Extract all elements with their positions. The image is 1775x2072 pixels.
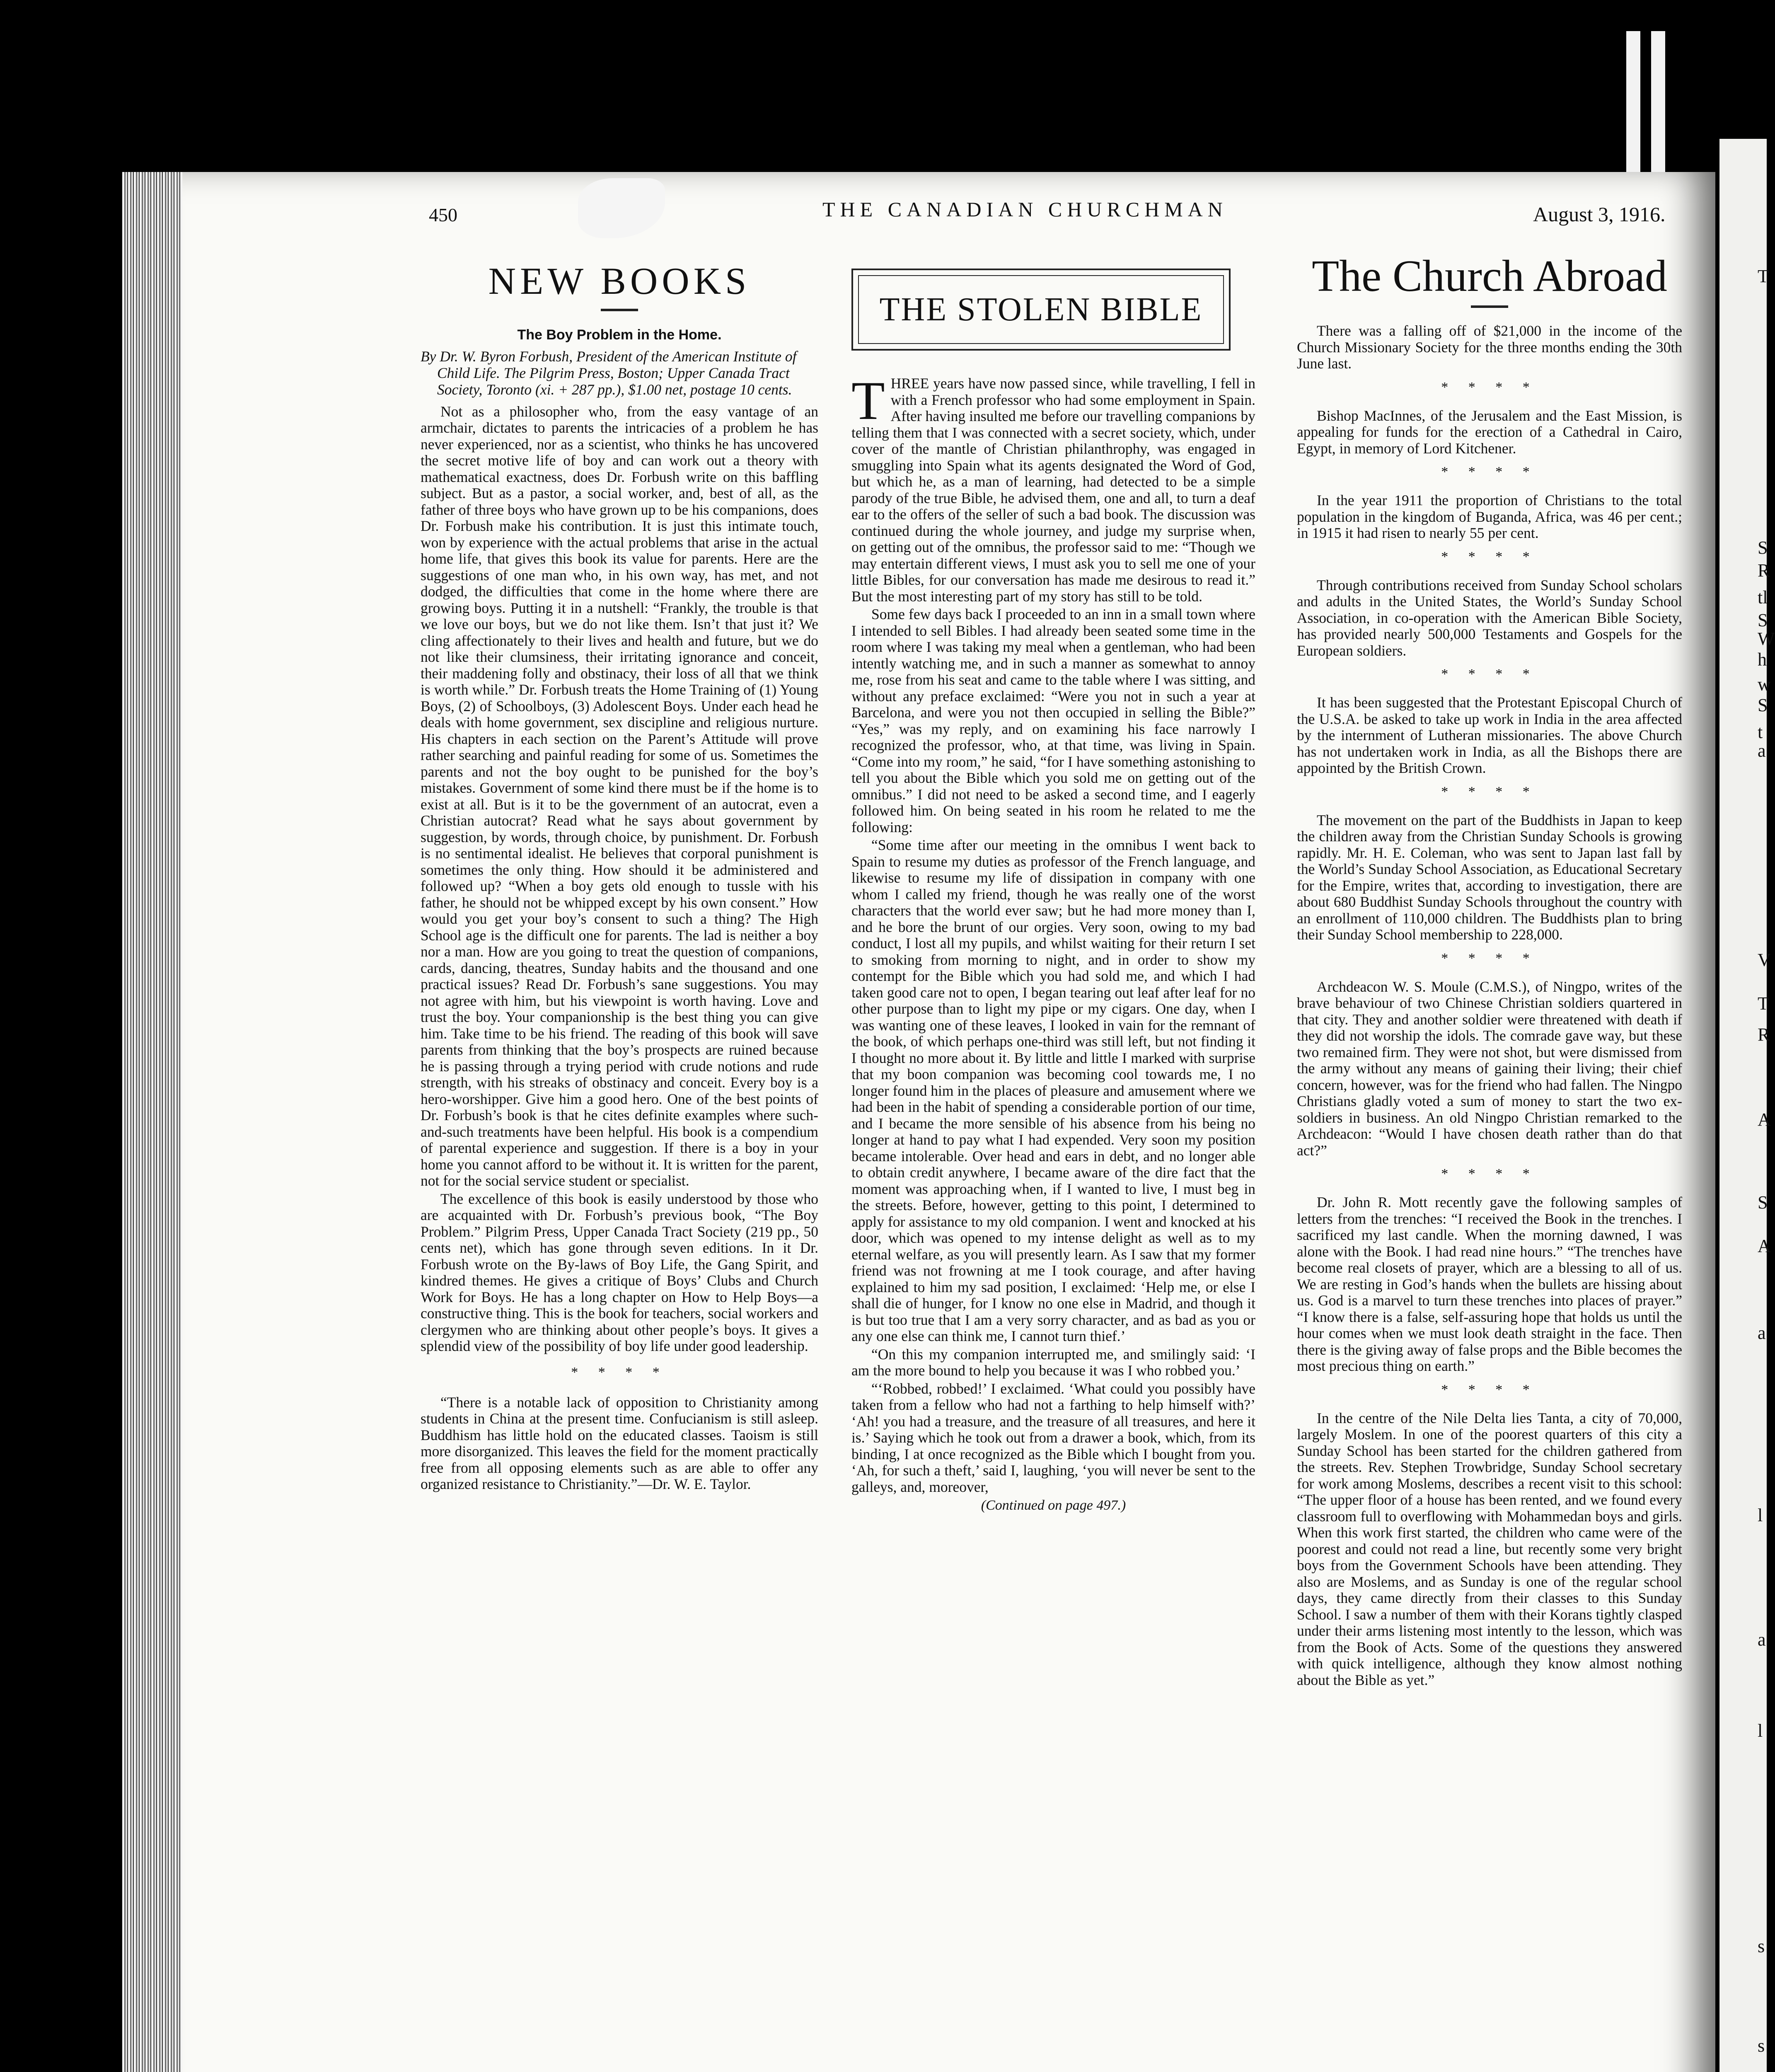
news-item: Bishop MacInnes, of the Jerusalem and the East Mission, is appealing for funds for the erection of a Cathedral in Cairo, Egypt, in memory of Lord Kitchener.	[1297, 407, 1682, 457]
section-divider: * * * *	[1441, 666, 1538, 682]
story-title-box	[851, 269, 1231, 351]
story-paragraph: “Some time after our meeting in the omnibus I went back to Spain to resume my duties as professor of the French language, and likewise to resume my life of dissipation in company with one whom I called my friend, though he was really one of the worst characters that the world ever saw; but he had more money than I, and he bore the brunt of our orgies. Very soon, owing to my bad conduct, I lost all my pupils, and whilst waiting for their return I set to smoking from morning to night, and in order to show my contempt for the Bible which you had sold me, and which I had taken good care not to open, I began tearing out leaf after leaf for no other purpose than to light my pipe or my cigars. One day, when I was wanting one of these leaves, I looked in vain for the remnant of the book, of which perhaps one-third was still left, but not finding it I thought no more about it. By little and little I marked with surprise that my boon companion was becoming cool towards me, I no longer found him in the places of pleasure and amusement where we had been in the habit of spending a considerable portion of our time, and I became the more sensible of his absence from his being no longer at hand to pay what I had expended. Very soon my position became intolerable. Over head and ears in debt, and no longer able to obtain credit anywhere, I became aware of the dire fact that the moment was approaching when, if I wanted to live, I must beg in the streets. Before, however, getting to this point, I determined to apply for assistance to my old companion. I went and knocked at his door, which was opened to my intense delight as well as to my eternal welfare, as you will presently learn. As I saw that my former friend was not frowning at me I took courage, and after having explained to him my sad position, I exclaimed: ‘Help me, or else I shall die of hunger, for I know no one else in Madrid, and though it is but too true that I am a very sorry character, and as bad as you or any one else can think me, I cannot turn thief.’	[851, 837, 1255, 1344]
news-item: It has been suggested that the Protestant Episcopal Church of the U.S.A. be asked to take up work in India in the area affected by the internment of Lutheran missionaries. The above Church has not undertaken work in India, as all the Bishops there are appointed by the British Crown.	[1297, 694, 1682, 777]
page-number: 450	[429, 204, 457, 225]
section-title: The Church Abroad	[1312, 252, 1667, 301]
next-page-letter-fragment: T	[1758, 993, 1769, 1014]
title-rule	[1471, 305, 1508, 308]
church-abroad-column	[1297, 253, 1682, 1690]
next-page-letter-fragment: l	[1758, 1505, 1763, 1525]
next-page-letter-fragment: s	[1758, 2036, 1765, 2056]
next-page-letter-fragment: R	[1758, 560, 1770, 581]
adjacent-page-fragment	[1719, 139, 1775, 2072]
section-divider: * * * *	[1441, 464, 1538, 480]
quotation-paragraph: “There is a notable lack of opposition to Christianity among students in China at the present time. Confucianism is still asleep. Buddhism has little hold on the educated classes. Taoism is still more disorganized. This leaves the field for the moment practically free from all opposing elements such as are able to offer any organized resistance to Christianity.”—Dr. W. E. Taylor.	[421, 1394, 818, 1493]
news-item: In the year 1911 the proportion of Christians to the total population in the kingdom of Buganda, Africa, was 46 per cent.; in 1915 it had risen to nearly 55 per cent.	[1297, 492, 1682, 542]
section-divider: * * * *	[1441, 379, 1538, 395]
news-item: The movement on the part of the Buddhists in Japan to keep the children away from the Christian Sunday Schools is growing rapidly. Mr. H. E. Coleman, who was sent to Japan last fall by the World’s Sunday School Association, as Educational Secretary for the Empire, writes that, according to investigation, there are about 680 Buddhist Sunday Schools throughout the country with an enrollment of 110,000 children. The Buddhists plan to bring their Sunday School membership to 228,000.	[1297, 811, 1682, 943]
continuation-note: (Continued on page 497.)	[981, 1498, 1126, 1513]
review-paragraph: Not as a philosopher who, from the easy vantage of an armchair, dictates to parents the intricacies of a problem he has never experienced, nor as a scientist, who thinks he has uncovered the secret motive life of boy and can work out a theory with mathematical exactness, does Dr. Forbush write on this baffling subject. But as a pastor, a social worker, and, best of all, as the father of three boys who have grown up to be his companions, does Dr. Forbush make his contribution. It is just this intimate touch, won by experience with the actual problems that arise in the actual home life, that gives this book its value for parents. Here are the suggestions of one man who, in his own way, has met, and not dodged, the difficulties that come in the home where there are growing boys. Putting it in a nutshell: “Frankly, the trouble is that we love our boys, but we do not like them. Isn’t that just it? We cling affectionately to their lives and health and future, but we do not like their clumsiness, their irritating ignorance and conceit, their maddening folly and obstinacy, their loss of all that we think is worth while.” Dr. Forbush treats the Home Training of (1) Young Boys, (2) of Schoolboys, (3) Adolescent Boys. Under each head he deals with home government, sex discipline and religious nurture. His chapters in each section on the Parent’s Attitude will prove rather searching and painful reading for some of us. Sometimes the parents and not the boy ought to be punished for the boy’s mistakes. Government of some kind there must be if the home is to exist at all. But is it to be the government of an autocrat, even a Christian autocrat? Read what he says about government by suggestion, by words, through choice, by punishment. Dr. Forbush is no sentimental idealist. He believes that corporal punishment is sometimes the only thing. How should it be administered and followed up? “When a boy gets old enough to tussle with his father, he should not be whipped except by his own consent.” How would you get your boy’s consent to such a thing? The High School age is the difficult one for parents. The lad is neither a boy nor a man. How are you going to treat the question of companions, cards, dancing, theatres, Sunday habits and the thousand and one practical issues? Read Dr. Forbush’s sane suggestions. You may not agree with him, but his viewpoint is worth having. Love and trust the boy. Your companionship is the best thing you can give him. Take time to be his friend. The reading of this book will save parents from thinking that the boy’s prospects are ruined because he is passing through a trying period with crude notions and rude strength, with his streaks of obstinacy and conceit. Every boy is a hero-worshipper. Give him a good hero. One of the best points of Dr. Forbush’s book is that he cites definite examples where such-and-such treatments have been helpful. His book is a compendium of parental experience and suggestion. If there is a boy in your home you cannot afford to be without it. It is written for the parent, not for the social service student or specialist.	[421, 403, 818, 1189]
next-page-letter-fragment: s	[1758, 1936, 1765, 1956]
review-byline: By Dr. W. Byron Forbush, President of the American Institute of Child Life. The Pilgrim Press, Boston; Upper Canada Tract Society, Toronto (xi. + 287 pp.), $1.00 net, postage 10 cents.	[421, 348, 797, 398]
next-page-letter-fragment: A	[1758, 1109, 1771, 1130]
section-divider: * * * *	[1441, 549, 1538, 564]
next-page-letter-fragment: a	[1758, 1323, 1766, 1343]
binding-stripe	[1651, 31, 1665, 180]
review-paragraph: The excellence of this book is easily understood by those who are acquainted with Dr. Forbush’s previous book, “The Boy Problem.” Pilgrim Press, Upper Canada Tract Society (219 pp., 50 cents net), which has gone through seven editions. In it Dr. Forbush wrote on the By-laws of Boy Life, the Gang Spirit, and kindred themes. He gives a critique of Boys’ Clubs and Church Work for Boys. He has a long chapter on How to Help Boys—a constructive thing. This is the book for teachers, social workers and clergymen who are thinking about other people’s boys. It gives a splendid view of the possibility of boy life under good leadership.	[421, 1190, 818, 1355]
binding-stripe	[1626, 31, 1640, 180]
story-paragraph	[851, 370, 1255, 605]
next-page-letter-fragment: V	[1758, 950, 1771, 970]
story-title-frame	[858, 275, 1224, 344]
section-divider: * * * *	[1441, 1382, 1538, 1397]
next-page-letter-fragment: h	[1758, 649, 1767, 670]
section-divider: * * * *	[1441, 1166, 1538, 1182]
next-page-letter-fragment: S	[1758, 610, 1768, 630]
next-page-letter-fragment: tl	[1758, 587, 1768, 608]
section-divider: * * * *	[571, 1364, 668, 1380]
section-title: NEW BOOKS	[488, 260, 751, 302]
news-item: In the centre of the Nile Delta lies Tanta, a city of 70,000, largely Moslem. In one of the poorest quarters of this city a Sunday School has been started for the children gathered from the streets. Rev. Stephen Trowbridge, Sunday School secretary for work among Moslems, describes a recent visit to this school: “The upper floor of a house has been rented, and we found every classroom full to overflowing with Mohammedan boys and girls. When this work first started, the children who came were of the poorest and could not read a line, but recently some very bright boys from the Government Schools have been attending. They also are Moslems, and as Sunday is one of the regular school days, they came directly from their classes to this Sunday School. I saw a number of them with their Korans tightly clasped under their arms listening most intently to the lesson, which was from the Book of Acts. Some of the questions they answered with quick intelligence, although they know almost nothing about the Bible as yet.”	[1297, 1409, 1682, 1688]
next-page-letter-fragment: w	[1758, 674, 1771, 695]
next-page-letter-fragment: T	[1758, 266, 1769, 286]
next-page-letter-fragment: a	[1758, 741, 1766, 761]
news-item: There was a falling off of $21,000 in the income of the Church Missionary Society for the three months ending the 30th June last.	[1297, 322, 1682, 372]
publication-title: THE CANADIAN CHURCHMAN	[822, 198, 1228, 221]
story-paragraph: “‘Robbed, robbed!’ I exclaimed. ‘What could you possibly have taken from a fellow who had not a farthing to help himself with?’ ‘Ah! you had a treasure, and the treasure of all treasures, and here it is.’ Saying which he took out from a drawer a book, which, from its binding, I at once recognized as the Bible which I bought from you. ‘Ah, for such a theft,’ said I, laughing, ‘you will never be sent to the galleys, and, moreover,	[851, 1380, 1255, 1495]
news-item: Dr. John R. Mott recently gave the following samples of letters from the trenches: “I received the Book in the trenches. I sacrificed my last candle. When the morning dawned, I was alone with the Book. I had read nine hours.” “The trenches have become real closets of prayer, which are a blessing to all of us. We are resting in God’s hands when the bullets are hissing about us. God is a marvel to turn these trenches into places of prayer.” “I know there is a false, self-assuring hope that holds us until the hour comes when we must look death straight in the face. Then there is the giving away of false props and the Bible becomes the most precious thing on earth.”	[1297, 1194, 1682, 1375]
story-paragraph: Some few days back I proceeded to an inn in a small town where I intended to sell Bibles. I had already been seated some time in the room where I was taking my meal when a gentleman, who had been intently watching me, and in such a manner as somewhat to annoy me, rose from his seat and came to the table where I was sitting, and without any preface exclaimed: “Were you not in such a year at Barcelona, and were you not then occupied in selling the Bible?” “Yes,” was my reply, and on examining his face narrowly I recognized the professor, who, at that time, was living in Spain. “Come into my room,” he said, “for I have something astonishing to tell you about the Bible which you sold me on getting out of the omnibus.” I did not need to be asked a second time, and I eagerly followed him. On being seated in his room he related to me the following:	[851, 606, 1255, 835]
next-page-letter-fragment: S	[1758, 1192, 1768, 1213]
next-page-letter-fragment: l	[1758, 1721, 1763, 1741]
next-page-letter-fragment: R	[1758, 1024, 1770, 1045]
next-page-letter-fragment: a	[1758, 1629, 1766, 1650]
review-heading: The Boy Problem in the Home.	[517, 327, 722, 343]
news-item: Archdeacon W. S. Moule (C.M.S.), of Ningpo, writes of the brave behaviour of two Chinese Christian soldiers quartered in that city. They and another soldier were threatened with death if they did not worship the idols. The comrade gave way, but these two remained firm. They were not shot, but were dismissed from the army without any means of gaining their living; their chief concern, however, was for the friend who had fallen. The Ningpo Christians gladly voted a sum of money to start the two ex-soldiers in business. An old Ningpo Christian remarked to the Archdeacon: “Would I have chosen death rather than do that act?”	[1297, 978, 1682, 1159]
next-page-letter-fragment: S	[1758, 695, 1768, 715]
story-title: THE STOLEN BIBLE	[879, 291, 1203, 328]
next-page-letter-fragment: t	[1758, 722, 1763, 742]
next-page-letter-fragment: W	[1758, 629, 1775, 649]
next-page-letter-fragment: S	[1758, 537, 1768, 558]
story-opening-text: HREE years have now passed since, while travelling, I fell in with a French professor who had some employment in Spain. After having insulted me before our travelling companions by telling them that I was connected with a secret society, which, under cover of the mantle of Christian philanthrophy, was engaged in smuggling into Spain what its agents designated the Word of God, but which he, as a man of learning, had detected to be a simple parody of the true Bible, he advised them, one and all, to turn a deaf ear to the offers of the seller of such a bad book. The discussion was continued during the whole journey, and judge my surprise when, on getting out of the omnibus, the professor said to me: “Though we may entertain different views, I must ask you to sell me one of your little Bibles, for our conversation has made me desirous to read it.” But the most interesting part of my story has still to be told.	[851, 375, 1255, 605]
news-item: Through contributions received from Sunday School scholars and adults in the United States, the World’s Sunday School Association, in co-operation with the American Bible Society, has provided nearly 500,000 Testaments and Gospels for the European soldiers.	[1297, 576, 1682, 659]
story-paragraph: “On this my companion interrupted me, and smilingly said: ‘I am the more bound to help you because it was I who robbed you.’	[851, 1346, 1255, 1379]
stolen-bible-column	[851, 269, 1255, 1513]
section-divider: * * * *	[1441, 784, 1538, 799]
new-books-column	[421, 261, 818, 1494]
issue-date: August 3, 1916.	[1533, 203, 1666, 226]
next-page-letter-fragment: A	[1758, 1236, 1771, 1256]
title-rule	[601, 309, 638, 311]
drop-cap: T	[851, 370, 885, 431]
section-divider: * * * *	[1441, 950, 1538, 966]
